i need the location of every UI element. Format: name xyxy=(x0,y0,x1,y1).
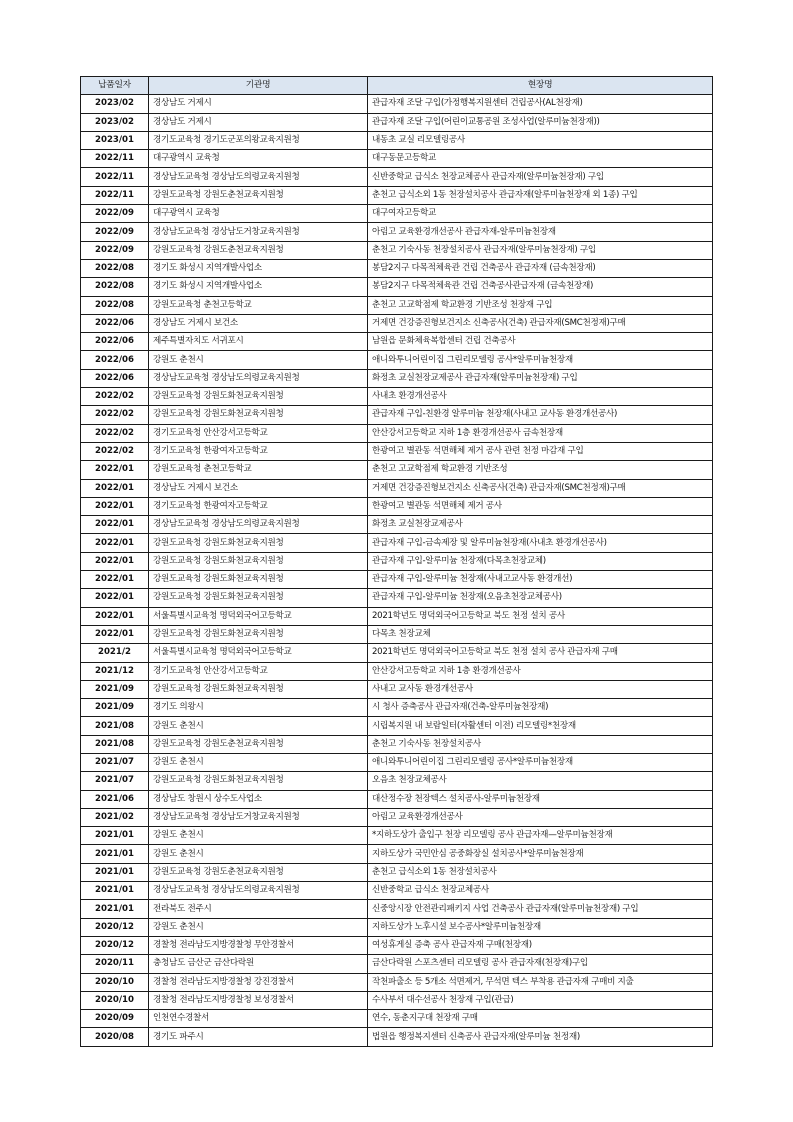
delivery-date-cell: 2020/10 xyxy=(81,991,149,1009)
table-row xyxy=(81,95,713,113)
organization-cell: 강원도교육청 강원도화천교육지원청 xyxy=(149,552,368,570)
site-name-cell: 사내고 교사동 환경개선공사 xyxy=(368,680,713,698)
delivery-date-cell: 2022/01 xyxy=(81,589,149,607)
organization-cell: 경기도 파주시 xyxy=(149,1028,368,1046)
organization-cell: 경상남도 거제시 보건소 xyxy=(149,479,368,497)
table-row xyxy=(81,772,713,790)
table-row xyxy=(81,1028,713,1046)
table-row xyxy=(81,662,713,680)
organization-cell: 강원도 춘천시 xyxy=(149,753,368,771)
delivery-date-cell: 2021/01 xyxy=(81,827,149,845)
header-site: 현장명 xyxy=(368,77,713,95)
delivery-date-cell: 2023/02 xyxy=(81,113,149,131)
delivery-date-cell: 2022/01 xyxy=(81,552,149,570)
header-org: 기관명 xyxy=(149,77,368,95)
organization-cell: 경상남도교육청 경상남도의령교육지원청 xyxy=(149,882,368,900)
table-row xyxy=(81,406,713,424)
table-row xyxy=(81,516,713,534)
site-name-cell: 대산정수장 천장텍스 설치공사-알루미늄천장재 xyxy=(368,790,713,808)
table-row xyxy=(81,479,713,497)
delivery-date-cell: 2022/11 xyxy=(81,168,149,186)
site-name-cell: 관급자재 구입-금속제장 및 알루미늄천장재(사내초 환경개선공사) xyxy=(368,534,713,552)
table-row xyxy=(81,534,713,552)
delivery-date-cell: 2022/02 xyxy=(81,424,149,442)
delivery-date-cell: 2021/09 xyxy=(81,699,149,717)
delivery-date-cell: 2020/12 xyxy=(81,918,149,936)
delivery-date-cell: 2022/01 xyxy=(81,516,149,534)
delivery-date-cell: 2022/11 xyxy=(81,150,149,168)
delivery-date-cell: 2022/01 xyxy=(81,625,149,643)
site-name-cell: 애니와투니어린이집 그린리모델링 공사*알루미늄천장재 xyxy=(368,753,713,771)
delivery-date-cell: 2021/08 xyxy=(81,735,149,753)
site-name-cell: 아림고 교육환경개선공사 xyxy=(368,808,713,826)
site-name-cell: 안산강서고등학교 지하 1층 환경개선공사 xyxy=(368,662,713,680)
organization-cell: 경기도교육청 안산강서고등학교 xyxy=(149,662,368,680)
organization-cell: 강원도교육청 강원도춘천교육지원청 xyxy=(149,735,368,753)
site-name-cell: 연수, 동춘지구대 천장재 구매 xyxy=(368,1010,713,1028)
delivery-record-sheet xyxy=(80,76,712,1047)
site-name-cell: 관급자재 조달 구입(가정행복지원센터 건립공사(AL천장재) xyxy=(368,95,713,113)
site-name-cell: 대구동문고등학교 xyxy=(368,150,713,168)
table-header-row xyxy=(81,77,713,95)
organization-cell: 경상남도 거제시 xyxy=(149,95,368,113)
site-name-cell: 지하도상가 노후시설 보수공사*알루미늄천장재 xyxy=(368,918,713,936)
table-row xyxy=(81,150,713,168)
delivery-date-cell: 2022/06 xyxy=(81,351,149,369)
table-row xyxy=(81,552,713,570)
delivery-date-cell: 2022/01 xyxy=(81,461,149,479)
table-row xyxy=(81,644,713,662)
table-row xyxy=(81,735,713,753)
delivery-date-cell: 2021/06 xyxy=(81,790,149,808)
organization-cell: 제주특별자치도 서귀포시 xyxy=(149,333,368,351)
table-row xyxy=(81,278,713,296)
organization-cell: 강원도교육청 강원도춘천교육지원청 xyxy=(149,241,368,259)
delivery-date-cell: 2021/01 xyxy=(81,900,149,918)
organization-cell: 강원도교육청 강원도화천교육지원청 xyxy=(149,589,368,607)
delivery-date-cell: 2022/09 xyxy=(81,223,149,241)
table-row xyxy=(81,607,713,625)
organization-cell: 대구광역시 교육청 xyxy=(149,205,368,223)
organization-cell: 경상남도교육청 경상남도거창교육지원청 xyxy=(149,223,368,241)
table-row xyxy=(81,827,713,845)
table-row xyxy=(81,369,713,387)
table-row xyxy=(81,680,713,698)
site-name-cell: 지하도상가 국민안심 공중화장실 설치공사*알루미늄천장재 xyxy=(368,845,713,863)
organization-cell: 강원도교육청 강원도화천교육지원청 xyxy=(149,406,368,424)
organization-cell: 경기도교육청 안산강서고등학교 xyxy=(149,424,368,442)
table-row xyxy=(81,241,713,259)
table-row xyxy=(81,845,713,863)
table-row xyxy=(81,388,713,406)
organization-cell: 강원도 춘천시 xyxy=(149,827,368,845)
table-row xyxy=(81,497,713,515)
table-row xyxy=(81,259,713,277)
delivery-date-cell: 2022/06 xyxy=(81,314,149,332)
site-name-cell: 여성휴게실 증축 공사 관급자재 구매(천장재) xyxy=(368,936,713,954)
site-name-cell: 화정초 교실천장교제공사 xyxy=(368,516,713,534)
delivery-date-cell: 2022/01 xyxy=(81,607,149,625)
organization-cell: 인천연수경찰서 xyxy=(149,1010,368,1028)
organization-cell: 강원도교육청 강원도춘천교육지원청 xyxy=(149,186,368,204)
delivery-date-cell: 2020/11 xyxy=(81,955,149,973)
site-name-cell: 안산강서고등학교 지하 1층 환경개선공사 금속천장재 xyxy=(368,424,713,442)
site-name-cell: 애니와투니어린이집 그린리모델링 공사*알루미늄천장재 xyxy=(368,351,713,369)
table-row xyxy=(81,442,713,460)
site-name-cell: 관급자재 구입-친환경 알루미늄 천장재(사내고 교사동 환경개선공사) xyxy=(368,406,713,424)
table-row xyxy=(81,351,713,369)
table-row xyxy=(81,296,713,314)
site-name-cell: 신중앙시장 안전관리패키지 사업 건축공사 관급자재(알루미늄천장재) 구입 xyxy=(368,900,713,918)
table-row xyxy=(81,753,713,771)
table-row xyxy=(81,991,713,1009)
organization-cell: 경기도교육청 한광여자고등학교 xyxy=(149,497,368,515)
organization-cell: 충청남도 금산군 금산다락원 xyxy=(149,955,368,973)
delivery-date-cell: 2021/01 xyxy=(81,863,149,881)
organization-cell: 강원도교육청 강원도화천교육지원청 xyxy=(149,571,368,589)
delivery-date-cell: 2022/08 xyxy=(81,296,149,314)
table-row xyxy=(81,205,713,223)
delivery-date-cell: 2020/08 xyxy=(81,1028,149,1046)
site-name-cell: 내동초 교실 리모델링공사 xyxy=(368,131,713,149)
organization-cell: 강원도 춘천시 xyxy=(149,845,368,863)
organization-cell: 경상남도교육청 경상남도거창교육지원청 xyxy=(149,808,368,826)
delivery-date-cell: 2021/01 xyxy=(81,845,149,863)
table-row xyxy=(81,333,713,351)
organization-cell: 전라북도 전주시 xyxy=(149,900,368,918)
organization-cell: 서울특별시교육청 명덕외국어고등학교 xyxy=(149,607,368,625)
delivery-date-cell: 2021/2 xyxy=(81,644,149,662)
table-row xyxy=(81,863,713,881)
table-row xyxy=(81,882,713,900)
organization-cell: 강원도 춘천시 xyxy=(149,351,368,369)
table-row xyxy=(81,790,713,808)
site-name-cell: 한광여고 별관동 석면해체 제거 공사 xyxy=(368,497,713,515)
table-row xyxy=(81,973,713,991)
organization-cell: 강원도교육청 강원도화천교육지원청 xyxy=(149,772,368,790)
site-name-cell: 춘천고 기숙사동 천장설치공사 관급자재(알루미늄천장재) 구입 xyxy=(368,241,713,259)
site-name-cell: 시 청사 증축공사 관급자재(건축-알루미늄천장재) xyxy=(368,699,713,717)
delivery-table xyxy=(80,76,713,1047)
delivery-date-cell: 2022/01 xyxy=(81,571,149,589)
site-name-cell: 관급자재 구입-알루미늄 천장재(사내고교사동 환경개선) xyxy=(368,571,713,589)
delivery-date-cell: 2020/10 xyxy=(81,973,149,991)
organization-cell: 경찰청 전라남도지방경찰청 무안경찰서 xyxy=(149,936,368,954)
delivery-date-cell: 2023/02 xyxy=(81,95,149,113)
organization-cell: 강원도 춘천시 xyxy=(149,918,368,936)
header-date: 납품일자 xyxy=(81,77,149,95)
site-name-cell: 관급자재 조달 구입(어린이교통공원 조성사업(알루미늄천장재)) xyxy=(368,113,713,131)
site-name-cell: 사내초 환경개선공사 xyxy=(368,388,713,406)
organization-cell: 경상남도교육청 경상남도의령교육지원청 xyxy=(149,369,368,387)
site-name-cell: 오음초 천장교체공사 xyxy=(368,772,713,790)
delivery-date-cell: 2022/01 xyxy=(81,497,149,515)
site-name-cell: 2021학년도 명덕외국어고등학교 북도 천정 설치 공사 xyxy=(368,607,713,625)
table-row xyxy=(81,571,713,589)
organization-cell: 서울특별시교육청 명덕외국어고등학교 xyxy=(149,644,368,662)
site-name-cell: 작천파출소 등 5개소 석면제거, 무석면 텍스 부착용 관급자재 구매비 지출 xyxy=(368,973,713,991)
organization-cell: 경찰청 전라남도지방경찰청 보성경찰서 xyxy=(149,991,368,1009)
delivery-date-cell: 2022/02 xyxy=(81,442,149,460)
organization-cell: 경기도교육청 한광여자고등학교 xyxy=(149,442,368,460)
delivery-date-cell: 2021/07 xyxy=(81,753,149,771)
organization-cell: 강원도교육청 강원도화천교육지원청 xyxy=(149,534,368,552)
table-row xyxy=(81,625,713,643)
site-name-cell: 대구여자고등학교 xyxy=(368,205,713,223)
organization-cell: 강원도교육청 강원도화천교육지원청 xyxy=(149,680,368,698)
table-row xyxy=(81,900,713,918)
site-name-cell: 화정초 교실천장교제공사 관급자재(알루미늄천장재) 구입 xyxy=(368,369,713,387)
delivery-date-cell: 2022/01 xyxy=(81,534,149,552)
table-row xyxy=(81,955,713,973)
site-name-cell: 춘천고 고교학점제 학교환경 기반조성 천장재 구입 xyxy=(368,296,713,314)
table-row xyxy=(81,461,713,479)
table-row xyxy=(81,186,713,204)
delivery-date-cell: 2020/12 xyxy=(81,936,149,954)
table-row xyxy=(81,424,713,442)
delivery-date-cell: 2021/07 xyxy=(81,772,149,790)
delivery-date-cell: 2022/08 xyxy=(81,259,149,277)
organization-cell: 경기도 화성시 지역개발사업소 xyxy=(149,259,368,277)
organization-cell: 대구광역시 교육청 xyxy=(149,150,368,168)
organization-cell: 강원도교육청 춘천고등학교 xyxy=(149,296,368,314)
site-name-cell: 아림고 교육환경개선공사 관급자재-알루미늄천장재 xyxy=(368,223,713,241)
delivery-date-cell: 2022/09 xyxy=(81,205,149,223)
site-name-cell: 춘천고 기숙사동 천장설치공사 xyxy=(368,735,713,753)
table-row xyxy=(81,1010,713,1028)
site-name-cell: 수사부서 대수선공사 천장재 구입(관급) xyxy=(368,991,713,1009)
site-name-cell: 2021학년도 명덕외국어고등학교 북도 천정 설치 공사 관급자재 구매 xyxy=(368,644,713,662)
delivery-date-cell: 2022/06 xyxy=(81,333,149,351)
organization-cell: 강원도교육청 강원도춘천교육지원청 xyxy=(149,863,368,881)
delivery-date-cell: 2021/08 xyxy=(81,717,149,735)
delivery-date-cell: 2021/01 xyxy=(81,882,149,900)
table-row xyxy=(81,808,713,826)
organization-cell: 경상남도 창원시 상수도사업소 xyxy=(149,790,368,808)
delivery-date-cell: 2022/02 xyxy=(81,406,149,424)
organization-cell: 경기도 화성시 지역개발사업소 xyxy=(149,278,368,296)
site-name-cell: 다목초 천장교체 xyxy=(368,625,713,643)
organization-cell: 강원도 춘천시 xyxy=(149,717,368,735)
organization-cell: 경찰청 전라남도지방경찰청 강진경찰서 xyxy=(149,973,368,991)
delivery-date-cell: 2021/02 xyxy=(81,808,149,826)
site-name-cell: 춘천고 급식소외 1동 천장설치공사 관급자재(알루미늄천장재 외 1종) 구입 xyxy=(368,186,713,204)
table-row xyxy=(81,314,713,332)
organization-cell: 강원도교육청 춘천고등학교 xyxy=(149,461,368,479)
site-name-cell: 거제면 건강증진형보건지소 신축공사(건축) 관급자재(SMC천정재)구매 xyxy=(368,479,713,497)
site-name-cell: 거제면 건강증진형보건지소 신축공사(건축) 관급자재(SMC천정재)구매 xyxy=(368,314,713,332)
delivery-date-cell: 2020/09 xyxy=(81,1010,149,1028)
organization-cell: 강원도교육청 강원도화천교육지원청 xyxy=(149,388,368,406)
organization-cell: 강원도교육청 강원도화천교육지원청 xyxy=(149,625,368,643)
organization-cell: 경상남도 거제시 보건소 xyxy=(149,314,368,332)
table-row xyxy=(81,918,713,936)
site-name-cell: 시립복지원 내 보람일터(자활센터 이전) 리모델링*천장재 xyxy=(368,717,713,735)
table-row xyxy=(81,113,713,131)
delivery-date-cell: 2022/08 xyxy=(81,278,149,296)
site-name-cell: 관급자재 구입-알루미늄 천장재(오음초천장교체공사) xyxy=(368,589,713,607)
delivery-date-cell: 2021/12 xyxy=(81,662,149,680)
site-name-cell: 남원읍 문화체육복합센터 건립 건축공사 xyxy=(368,333,713,351)
organization-cell: 경상남도 거제시 xyxy=(149,113,368,131)
site-name-cell: 춘천고 급식소외 1동 천장설치공사 xyxy=(368,863,713,881)
table-row xyxy=(81,699,713,717)
table-row xyxy=(81,223,713,241)
site-name-cell: 신반중학교 급식소 천장교체공사 xyxy=(368,882,713,900)
organization-cell: 경상남도교육청 경상남도의령교육지원청 xyxy=(149,168,368,186)
delivery-date-cell: 2022/01 xyxy=(81,479,149,497)
delivery-date-cell: 2022/11 xyxy=(81,186,149,204)
site-name-cell: *지하도상가 출입구 천장 리모델링 공사 관급자재—알루미늄천장재 xyxy=(368,827,713,845)
delivery-date-cell: 2022/09 xyxy=(81,241,149,259)
table-row xyxy=(81,589,713,607)
site-name-cell: 금산다락원 스포츠센터 리모델링 공사 관급자재(천장재)구입 xyxy=(368,955,713,973)
site-name-cell: 봉담2지구 다목적체육관 건립 건축공사 관급자재 (금속천장재) xyxy=(368,259,713,277)
table-row xyxy=(81,717,713,735)
delivery-date-cell: 2023/01 xyxy=(81,131,149,149)
site-name-cell: 한광여고 별관동 석면해체 제거 공사 관련 천정 마감재 구입 xyxy=(368,442,713,460)
delivery-date-cell: 2022/06 xyxy=(81,369,149,387)
organization-cell: 경기도교육청 경기도군포의왕교육지원청 xyxy=(149,131,368,149)
site-name-cell: 춘천고 고교학점제 학교환경 기반조성 xyxy=(368,461,713,479)
site-name-cell: 관급자재 구입-알루미늄 천장재(다목초천장교체) xyxy=(368,552,713,570)
site-name-cell: 법원읍 행정복지센터 신축공사 관급자재(알루미늄 천정재) xyxy=(368,1028,713,1046)
organization-cell: 경기도 의왕시 xyxy=(149,699,368,717)
site-name-cell: 봉담2지구 다목적체육관 건립 건축공사관급자재 (금속천장재) xyxy=(368,278,713,296)
site-name-cell: 신반중학교 급식소 천장교체공사 관급자재(알루미늄천장재) 구입 xyxy=(368,168,713,186)
delivery-date-cell: 2022/02 xyxy=(81,388,149,406)
table-row xyxy=(81,936,713,954)
organization-cell: 경상남도교육청 경상남도의령교육지원청 xyxy=(149,516,368,534)
table-row xyxy=(81,168,713,186)
table-row xyxy=(81,131,713,149)
delivery-date-cell: 2021/09 xyxy=(81,680,149,698)
